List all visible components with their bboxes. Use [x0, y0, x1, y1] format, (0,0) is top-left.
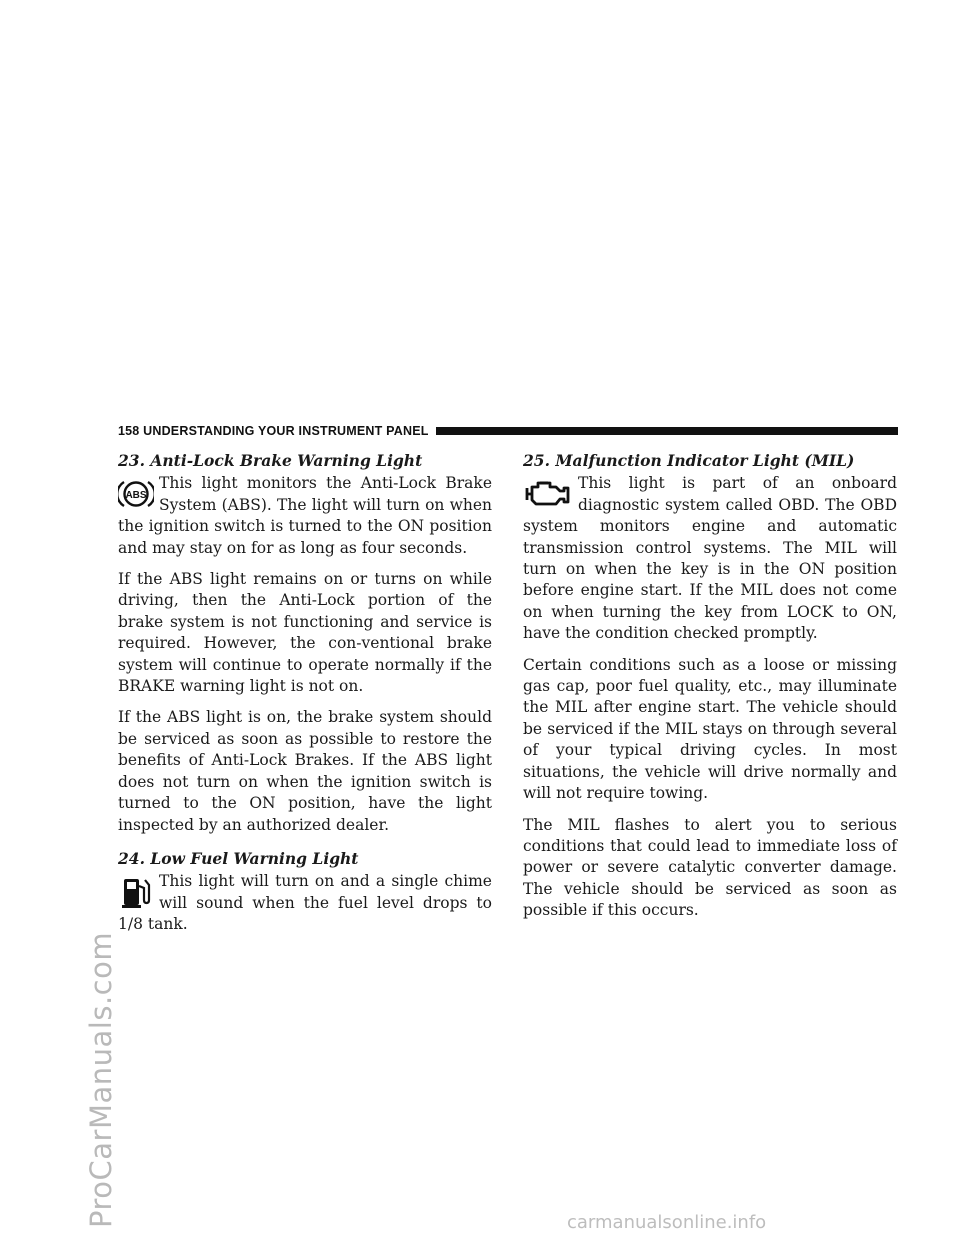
page-header-text: 158 UNDERSTANDING YOUR INSTRUMENT PANEL	[118, 424, 429, 438]
abs-intro-text: This light monitors the Anti-Lock Brake System (ABS). The light will turn on when the ignition switch is turned to the ON position and may stay on for as long as four seconds.	[118, 474, 492, 557]
section-title-abs: 23. Anti-Lock Brake Warning Light	[118, 451, 423, 470]
svg-text:ABS: ABS	[125, 490, 147, 502]
engine-icon	[523, 476, 573, 510]
abs-paragraph-3: If the ABS light is on, the brake system should be serviced as soon as possible to restore the benefits of Anti-Lock Brakes. If the ABS light does not turn on when the ignition switch is turned to the ON position, have the light inspected by an authorized dealer.	[118, 708, 492, 834]
section-title-fuel: 24. Low Fuel Warning Light	[118, 848, 359, 868]
left-column	[118, 450, 492, 946]
bottom-watermark: carmanualsonline.info	[567, 1212, 767, 1233]
section-title-mil: 25. Malfunction Indicator Light (MIL)	[523, 451, 855, 470]
mil-intro	[523, 473, 897, 644]
abs-paragraph-2: If the ABS light remains on or turns on while driving, then the Anti-Lock portion of the brake system is not functioning and service is required. However, the con-ventional brake system will continue to operate normally if the BRAKE warning light is not on.	[118, 570, 492, 696]
mil-paragraph-3: The MIL flashes to alert you to serious conditions that could lead to immediate loss of power or severe catalytic converter damage. The vehicle should be serviced as soon as possible if this occurs.	[523, 815, 897, 920]
abs-intro	[118, 473, 492, 559]
mil-intro-text: This light is part of an onboard diagnostic system called OBD. The OBD system monitors engine and automatic transmission control systems. The MIL will turn on when the key is in the ON position before engine start. If the MIL does not come on when turning the key from LOCK to ON, have the condition checked promptly.	[523, 474, 897, 643]
fuel-intro-text: This light will turn on and a single chime will sound when the fuel level drops to 1/8 tank.	[118, 872, 492, 934]
header-rule	[436, 427, 898, 435]
abs-warning-icon	[118, 476, 154, 512]
fuel-pump-icon	[118, 874, 154, 910]
mil-paragraph-2: Certain conditions such as a loose or missing gas cap, poor fuel quality, etc., may illuminate the MIL after engine start. The vehicle should be serviced if the MIL stays on through several of your typical driving cycles. In most situations, the vehicle will drive normally and will not require towing.	[523, 655, 897, 803]
right-column	[523, 450, 897, 932]
side-watermark: ProCarManuals.com	[84, 931, 118, 1228]
fuel-intro	[118, 871, 492, 935]
page-header	[118, 423, 898, 439]
